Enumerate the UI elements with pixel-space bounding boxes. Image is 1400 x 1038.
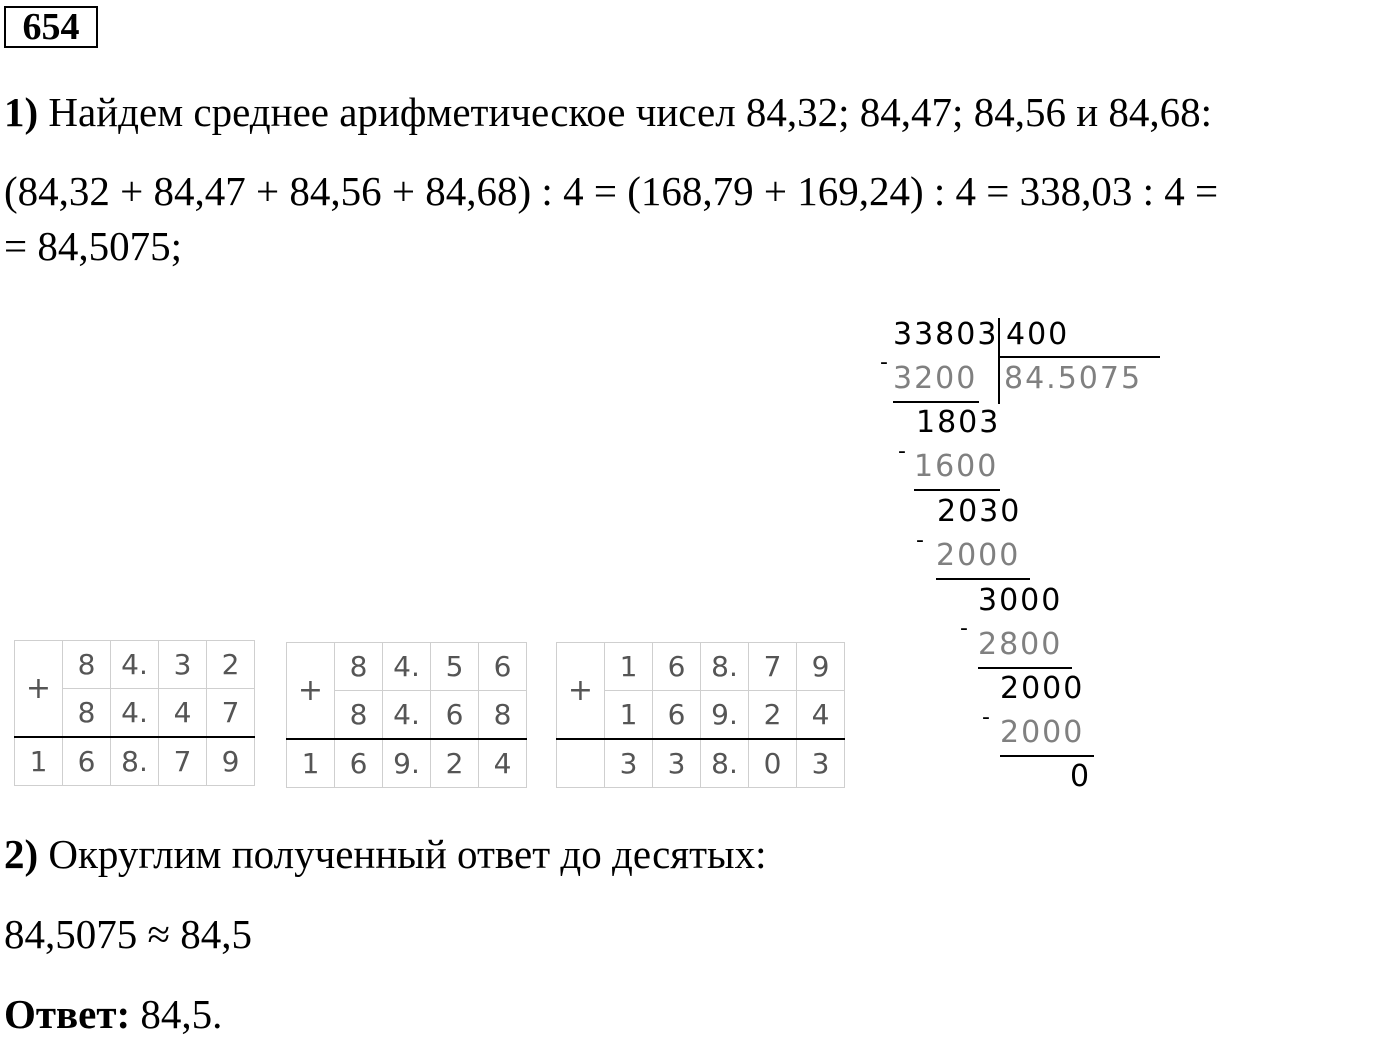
digit: 8 <box>63 641 111 689</box>
step1-text: Найдем среднее арифметическое чисел 84,32; 84,47; 84,56 и 84,68: <box>48 89 1213 135</box>
digit: 9 <box>207 737 255 786</box>
subtrahend: 2800 <box>978 627 1063 662</box>
remainder: 2030 <box>937 494 1022 529</box>
digit: 1 <box>605 691 653 740</box>
digit: 6 <box>653 691 701 740</box>
digit: 6 <box>431 691 479 740</box>
digit: 7 <box>159 737 207 786</box>
addition-table-3 <box>556 642 845 788</box>
remainder: 3000 <box>978 583 1063 618</box>
plus-sign: + <box>287 643 335 740</box>
subtrahend: 1600 <box>914 449 999 484</box>
digit: 8 <box>63 689 111 738</box>
step1-line <box>4 88 1212 136</box>
dividend: 33803 <box>893 317 999 352</box>
digit: 3 <box>159 641 207 689</box>
equation-line2: = 84,5075; <box>4 223 183 269</box>
division-rule <box>893 401 979 403</box>
digit: 7 <box>207 689 255 738</box>
plus-sign: + <box>15 641 63 738</box>
digit: 3 <box>605 739 653 788</box>
digit: 9 <box>797 643 845 691</box>
digit: 1 <box>605 643 653 691</box>
division-bracket-vertical <box>998 318 1000 404</box>
answer-label: Ответ: <box>4 991 131 1037</box>
digit: 9. <box>383 739 431 788</box>
digit: 2 <box>431 739 479 788</box>
minus-sign: - <box>960 616 970 641</box>
digit: 6 <box>479 643 527 691</box>
digit: 8. <box>111 737 159 786</box>
digit: 8. <box>701 643 749 691</box>
rounding-expression: 84,5075 ≈ 84,5 <box>4 911 253 957</box>
digit: 2 <box>749 691 797 740</box>
step2-label: 2) <box>4 831 39 877</box>
divisor: 400 <box>1006 317 1070 352</box>
digit: 4 <box>797 691 845 740</box>
addition-table-1 <box>14 640 255 786</box>
digit: 5 <box>431 643 479 691</box>
subtrahend: 2000 <box>1000 715 1085 750</box>
division-bracket-horizontal <box>998 356 1160 358</box>
digit: 8 <box>335 643 383 691</box>
digit: 4 <box>479 739 527 788</box>
digit: 8. <box>701 739 749 788</box>
digit: 4. <box>111 641 159 689</box>
division-rule <box>1000 755 1094 757</box>
step2-text: Округлим полученный ответ до десятых: <box>48 831 767 877</box>
answer-line <box>4 990 222 1038</box>
digit: 6 <box>653 643 701 691</box>
remainder: 0 <box>1070 759 1092 794</box>
minus-sign: - <box>982 705 992 730</box>
remainder: 2000 <box>1000 671 1085 706</box>
division-rule <box>978 667 1072 669</box>
digit: 1 <box>287 739 335 788</box>
step1-label: 1) <box>4 89 39 135</box>
digit: 6 <box>335 739 383 788</box>
division-rule <box>936 578 1030 580</box>
minus-sign: - <box>898 439 908 464</box>
digit: 0 <box>749 739 797 788</box>
addition-table-2 <box>286 642 527 788</box>
digit: 2 <box>207 641 255 689</box>
digit: 4. <box>383 643 431 691</box>
digit: 3 <box>797 739 845 788</box>
plus-sign: + <box>557 643 605 740</box>
digit: 8 <box>479 691 527 740</box>
digit: 7 <box>749 643 797 691</box>
remainder: 1803 <box>916 405 1001 440</box>
digit: 8 <box>335 691 383 740</box>
digit: 3 <box>653 739 701 788</box>
minus-sign: - <box>916 528 926 553</box>
digit: 4 <box>159 689 207 738</box>
subtrahend: 3200 <box>893 361 978 396</box>
division-rule <box>914 489 1000 491</box>
digit: 9. <box>701 691 749 740</box>
step2-line <box>4 830 767 878</box>
answer-value: 84,5. <box>140 991 223 1037</box>
quotient: 84.5075 <box>1004 361 1143 396</box>
equation-line1: (84,32 + 84,47 + 84,56 + 84,68) : 4 = (168,79 + 169,24) : 4 = 338,03 : 4 = <box>4 168 1219 214</box>
digit: 1 <box>15 737 63 786</box>
digit: 4. <box>383 691 431 740</box>
digit: 4. <box>111 689 159 738</box>
minus-sign: - <box>880 350 890 375</box>
digit <box>557 739 605 788</box>
task-number: 654 <box>4 6 98 48</box>
subtrahend: 2000 <box>936 538 1021 573</box>
digit: 6 <box>63 737 111 786</box>
